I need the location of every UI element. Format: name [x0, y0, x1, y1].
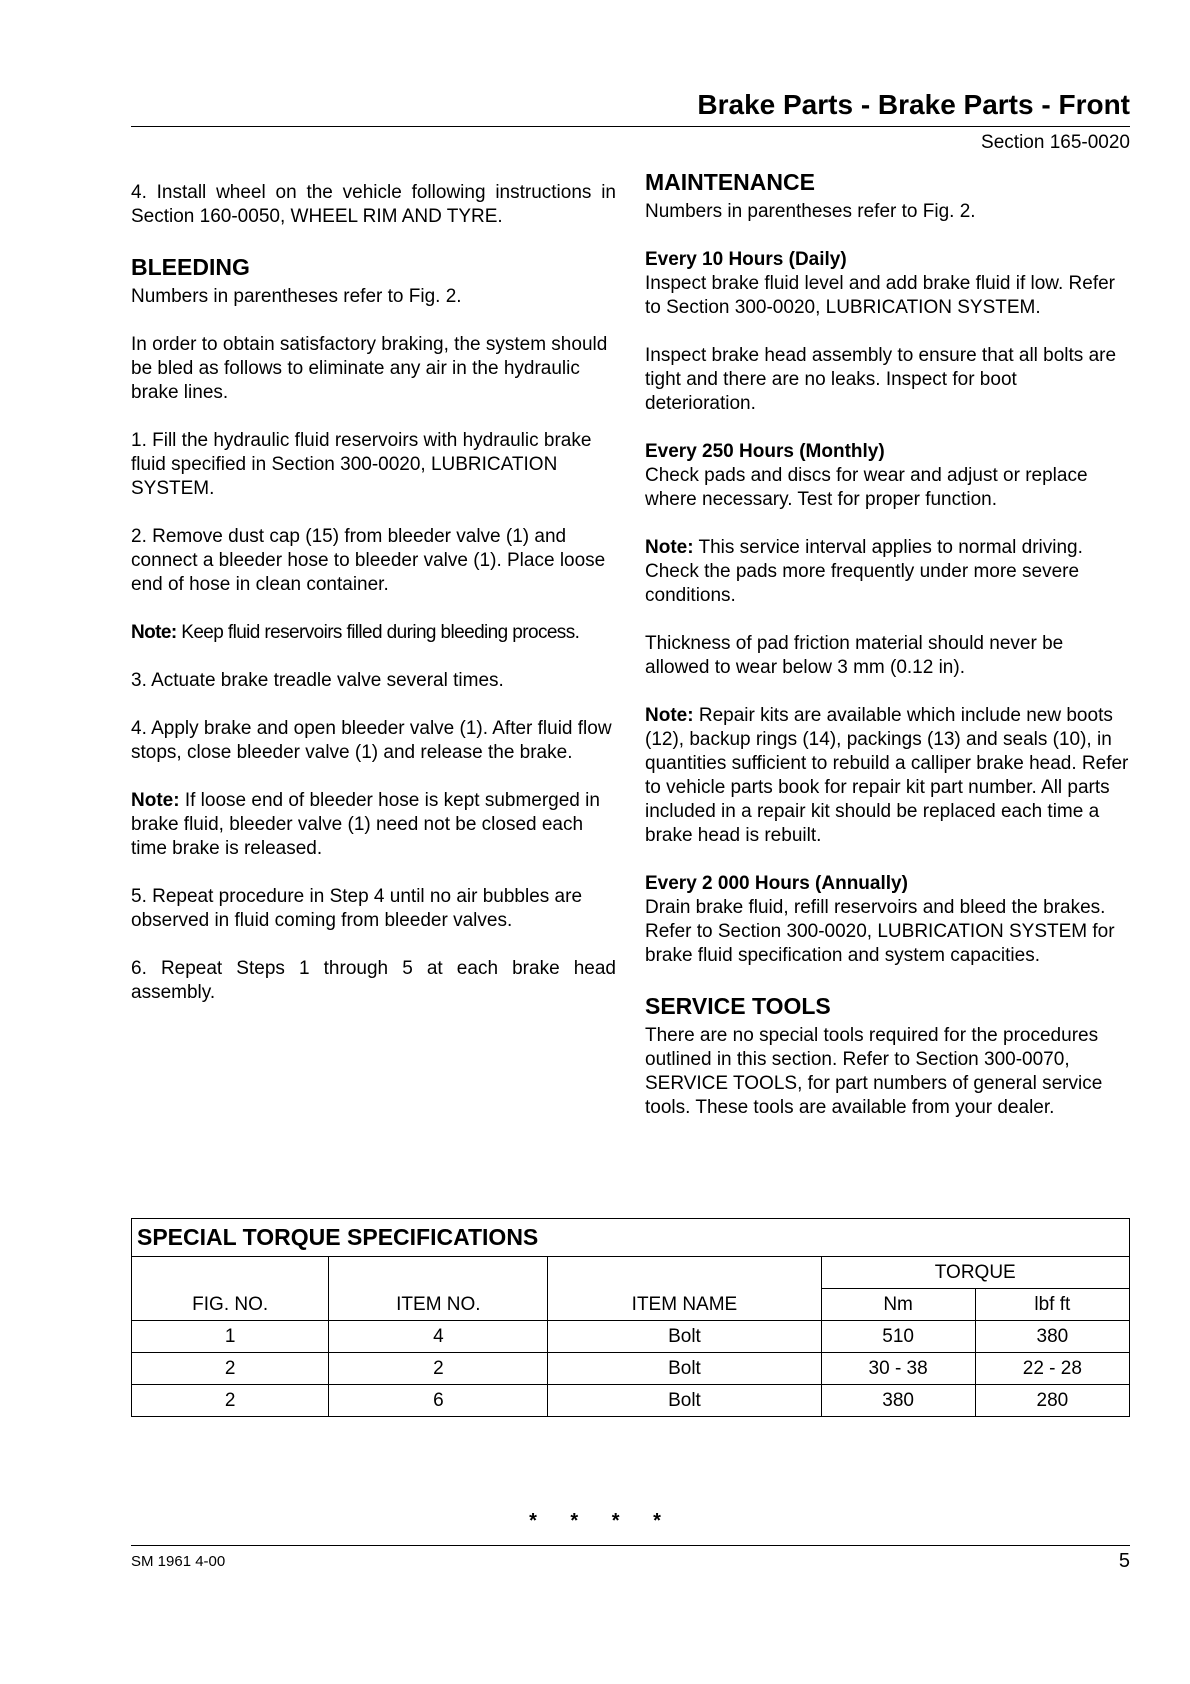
left-column [131, 181, 616, 1029]
bleeding-intro: In order to obtain satisfactory braking, the system should be bled as follows to eliminate any air in the hydraulic brake lines. [131, 334, 608, 403]
right-column [645, 168, 1130, 1144]
monthly-paragraph: Check pads and discs for wear and adjust or replace where necessary. Test for proper function. [645, 465, 1088, 510]
note-label: Note: [645, 705, 694, 726]
cell-nm: 380 [821, 1385, 975, 1417]
monthly-heading: Every 250 Hours (Monthly) [645, 441, 885, 462]
note-text: Keep fluid reservoirs filled during bleeding process. [176, 622, 580, 643]
maintenance-heading: MAINTENANCE [645, 169, 815, 195]
star: * [570, 1510, 579, 1532]
cell-lbf: 280 [975, 1385, 1129, 1417]
document-code: SM 1961 4-00 [131, 1553, 226, 1570]
service-tools-heading: SERVICE TOOLS [645, 993, 831, 1019]
star: * [529, 1510, 537, 1532]
footer-rule [131, 1545, 1130, 1546]
cell-item: 2 [329, 1353, 548, 1385]
bleeding-step-1: 1. Fill the hydraulic fluid reservoirs with hydraulic brake fluid specified in Section 300-0020, LUBRICATION SYSTEM. [131, 430, 592, 499]
cell-fig: 1 [132, 1321, 329, 1353]
bleeding-step-4: 4. Apply brake and open bleeder valve (1). After fluid flow stops, close bleeder valve (1) and release the brake. [131, 718, 612, 763]
cell-nm: 30 - 38 [821, 1353, 975, 1385]
cell-fig: 2 [132, 1385, 329, 1417]
cell-name: Bolt [548, 1321, 821, 1353]
maintenance-note-1 [645, 536, 1130, 608]
cell-lbf: 380 [975, 1321, 1129, 1353]
star: * [611, 1510, 620, 1532]
page-number: 5 [1118, 1550, 1130, 1572]
cell-item: 4 [329, 1321, 548, 1353]
note-label: Note: [131, 790, 180, 811]
table-title: SPECIAL TORQUE SPECIFICATIONS [132, 1219, 1130, 1257]
note-text: Repair kits are available which include new boots (12), backup rings (14), packings (13) and seals (10), in quantities sufficient to rebuild a calliper brake head. Refer to vehicle parts book for repair kit part number. All parts included in a repair kit should be replaced each time a brake head is rebuilt. [645, 705, 1129, 846]
bleeding-step-6: 6. Repeat Steps 1 through 5 at each brake head assembly. [131, 958, 616, 1003]
end-of-section-marker [0, 1510, 1190, 1533]
table-row [132, 1385, 1130, 1417]
note-text: If loose end of bleeder hose is kept submerged in brake fluid, bleeder valve (1) need not be closed each time brake is released. [131, 790, 600, 859]
torque-specifications-table [131, 1218, 1130, 1417]
column-header-torque: TORQUE [821, 1257, 1129, 1289]
daily-paragraph-1: Inspect brake fluid level and add brake fluid if low. Refer to Section 300-0020, LUBRICATION SYSTEM. [645, 273, 1115, 318]
column-header-item-no: ITEM NO. [329, 1257, 548, 1321]
bleeding-heading: BLEEDING [131, 254, 250, 280]
note-label: Note: [131, 622, 177, 643]
header-rule [131, 126, 1130, 127]
maintenance-fig-ref: Numbers in parentheses refer to Fig. 2. [645, 201, 976, 222]
column-header-fig-no: FIG. NO. [132, 1257, 329, 1321]
note-text: This service interval applies to normal driving. Check the pads more frequently under more severe conditions. [645, 537, 1083, 606]
daily-heading: Every 10 Hours (Daily) [645, 249, 847, 270]
bleeding-step-5: 5. Repeat procedure in Step 4 until no air bubbles are observed in fluid coming from bleeder valves. [131, 886, 583, 931]
annual-heading: Every 2 000 Hours (Annually) [645, 873, 908, 894]
cell-lbf: 22 - 28 [975, 1353, 1129, 1385]
maintenance-note-2 [645, 704, 1130, 848]
cell-item: 6 [329, 1385, 548, 1417]
column-header-nm: Nm [821, 1289, 975, 1321]
install-wheel-step: 4. Install wheel on the vehicle following instructions in Section 160-0050, WHEEL RIM AND TYRE. [131, 182, 616, 227]
cell-name: Bolt [548, 1353, 821, 1385]
note-label: Note: [645, 537, 694, 558]
cell-name: Bolt [548, 1385, 821, 1417]
table-row [132, 1321, 1130, 1353]
bleeding-step-2: 2. Remove dust cap (15) from bleeder valve (1) and connect a bleeder hose to bleeder valve (1). Place loose end of hose in clean container. [131, 526, 606, 595]
annual-paragraph: Drain brake fluid, refill reservoirs and bleed the brakes. Refer to Section 300-0020, LUBRICATION SYSTEM for brake fluid specification and system capacities. [645, 897, 1115, 966]
cell-fig: 2 [132, 1353, 329, 1385]
pad-thickness-paragraph: Thickness of pad friction material should never be allowed to wear below 3 mm (0.12 in). [645, 633, 1064, 678]
bleeding-note-1 [131, 621, 616, 645]
daily-paragraph-2: Inspect brake head assembly to ensure that all bolts are tight and there are no leaks. Inspect for boot deterioration. [645, 345, 1117, 414]
bleeding-note-2 [131, 789, 616, 861]
column-header-lbf-ft: lbf ft [975, 1289, 1129, 1321]
section-reference: Section 165-0020 [981, 132, 1130, 153]
table-row [132, 1353, 1130, 1385]
bleeding-fig-ref: Numbers in parentheses refer to Fig. 2. [131, 286, 462, 307]
star: * [653, 1510, 661, 1532]
cell-nm: 510 [821, 1321, 975, 1353]
bleeding-step-3: 3. Actuate brake treadle valve several times. [131, 670, 504, 691]
column-header-item-name: ITEM NAME [548, 1257, 821, 1321]
service-tools-paragraph: There are no special tools required for the procedures outlined in this section. Refer to Section 300-0070, SERVICE TOOLS, for part numbers of general service tools. These tools are available from your dealer. [645, 1025, 1103, 1118]
page-title: Brake Parts - Brake Parts - Front [697, 89, 1130, 120]
